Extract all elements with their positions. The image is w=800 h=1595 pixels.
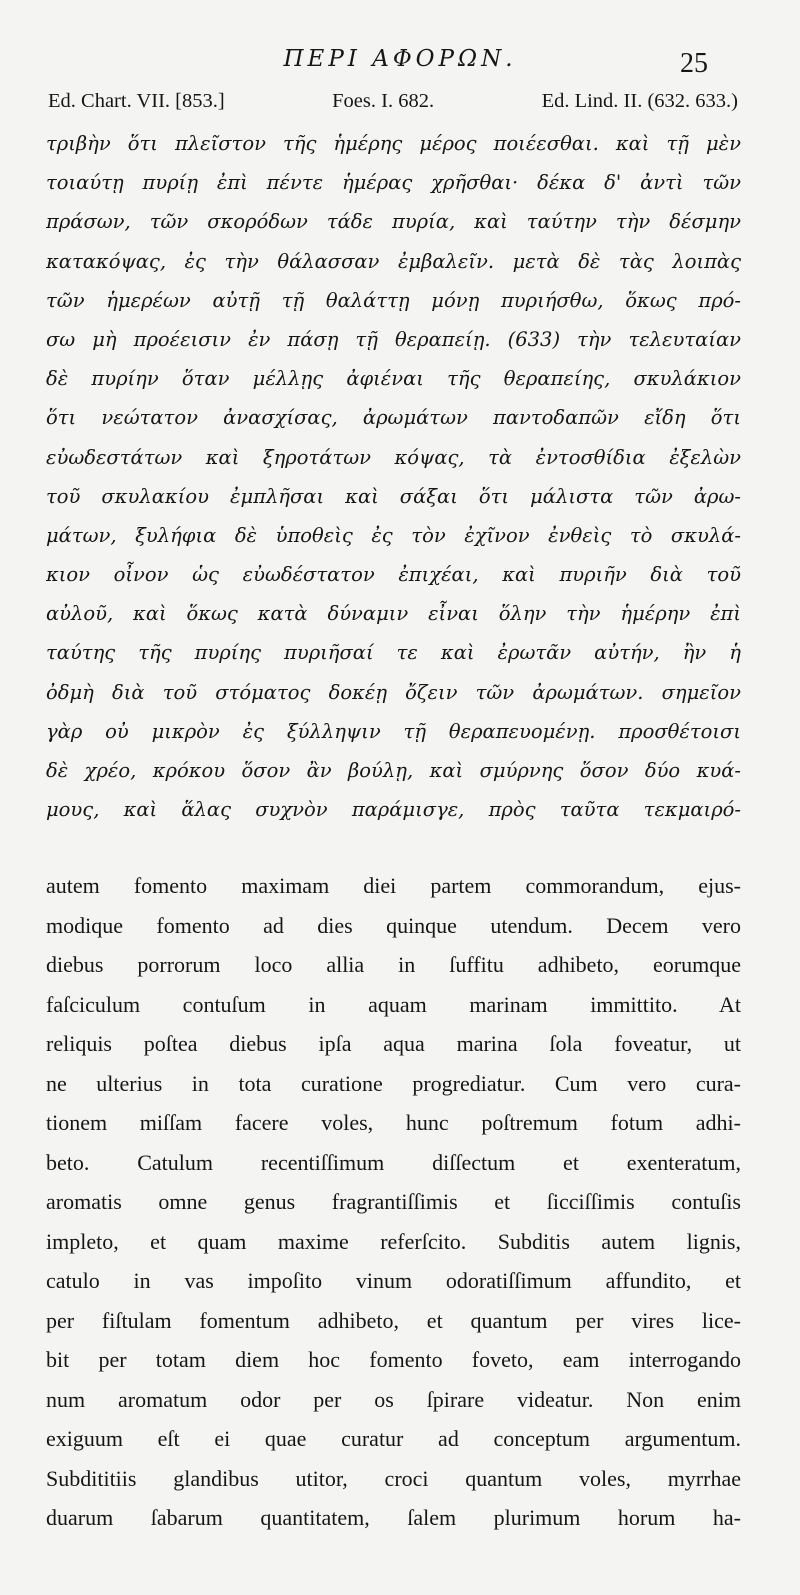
latin-text-block bbox=[46, 866, 741, 1538]
running-head bbox=[0, 38, 800, 78]
edition-lind-ref: Ed. Lind. II. (632. 633.) bbox=[541, 90, 738, 112]
greek-text-line: ὀδμὴ διὰ τοῦ στόματος δοκέῃ ὄζειν τῶν ἀρωμάτων. σημεῖον bbox=[46, 680, 741, 704]
latin-text-line: impleto, et quam maxime referſcito. Subditis autem lignis, bbox=[46, 1228, 741, 1254]
greek-text-line: δὲ πυρίην ὅταν μέλλῃς ἀφιέναι τῆς θεραπείης, σκυλάκιον bbox=[46, 367, 741, 391]
latin-text-line: diebus porrorum loco allia in ſuffitu adhibeto, eorumque bbox=[46, 952, 741, 977]
latin-text-line: bit per totam diem hoc fomento foveto, eam interrogando bbox=[46, 1347, 741, 1372]
latin-text-line: faſciculum contuſum in aquam marinam immittito. At bbox=[46, 991, 741, 1017]
greek-text-line: μάτων, ξυλήφια δὲ ὑποθεὶς ἐς τὸν ἐχῖνον ἐνθεὶς τὸ σκυλά- bbox=[46, 523, 741, 547]
latin-text-line: num aromatum odor per os ſpirare videatur. Non enim bbox=[46, 1386, 741, 1412]
greek-text-line: τοῦ σκυλακίου ἐμπλῆσαι καὶ σάξαι ὅτι μάλιστα τῶν ἀρω- bbox=[46, 484, 741, 508]
greek-text-line: εὐωδεστάτων καὶ ξηροτάτων κόψας, τὰ ἐντοσθίδια ἐξελὼν bbox=[46, 445, 741, 469]
edition-references bbox=[48, 90, 738, 113]
latin-text-line: duarum ſabarum quantitatem, ſalem plurimum horum ha- bbox=[46, 1505, 741, 1530]
page-number: 25 bbox=[680, 48, 708, 79]
greek-text-line: αὐλοῦ, καὶ ὅκως κατὰ δύναμιν εἶναι ὅλην τὴν ἡμέρην ἐπὶ bbox=[46, 602, 741, 626]
greek-text-line: κιον οἶνον ὡς εὐωδέστατον ἐπιχέαι, καὶ πυριῆν διὰ τοῦ bbox=[46, 563, 741, 587]
greek-text-line: πράσων, τῶν σκορόδων τάδε πυρία, καὶ ταύτην τὴν δέσμην bbox=[46, 210, 741, 234]
greek-text-line: μους, καὶ ἅλας συχνὸν παράμισγε, πρὸς ταῦτα τεκμαιρό- bbox=[46, 798, 741, 822]
greek-text-line: τῶν ἡμερέων αὐτῇ τῇ θαλάττῃ μόνῃ πυριήσθω, ὅκως πρό- bbox=[46, 288, 741, 312]
latin-text-line: per fiſtulam fomentum adhibeto, et quantum per vires lice- bbox=[46, 1307, 741, 1333]
latin-text-line: catulo in vas impoſito vinum odoratiſſimum affundito, et bbox=[46, 1268, 741, 1293]
greek-text-line: τοιαύτῃ πυρίῃ ἐπὶ πέντε ἡμέρας χρῆσθαι· δέκα δ' ἀντὶ τῶν bbox=[46, 171, 741, 195]
greek-text-block bbox=[46, 124, 741, 829]
latin-text-line: exiguum eſt ei quae curatur ad conceptum argumentum. bbox=[46, 1426, 741, 1451]
greek-text-line: ὅτι νεώτατον ἀνασχίσας, ἀρωμάτων παντοδαπῶν εἴδη ὅτι bbox=[46, 406, 741, 430]
running-title: ΠΕΡΙ ΑΦΟΡΩΝ. bbox=[283, 46, 517, 72]
greek-text-line: κατακόψας, ἐς τὴν θάλασσαν ἐμβαλεῖν. μετὰ δὲ τὰς λοιπὰς bbox=[46, 249, 741, 273]
edition-chart-ref: Ed. Chart. VII. [853.] bbox=[48, 90, 225, 112]
latin-text-line: modique fomento ad dies quinque utendum. Decem vero bbox=[46, 912, 741, 938]
latin-text-line: ne ulterius in tota curatione progrediatur. Cum vero cura- bbox=[46, 1070, 741, 1096]
latin-text-line: aromatis omne genus fragrantiſſimis et ſicciſſimis contuſis bbox=[46, 1189, 741, 1214]
latin-text-line: Subdititiis glandibus utitor, croci quantum voles, myrrhae bbox=[46, 1465, 741, 1491]
greek-text-line: ταύτης τῆς πυρίης πυριῆσαί τε καὶ ἐρωτᾶν αὐτήν, ἢν ἡ bbox=[46, 641, 741, 665]
greek-text-line: δὲ χρέο, κρόκου ὅσον ἂν βούλῃ, καὶ σμύρνης ὅσον δύο κυά- bbox=[46, 759, 741, 782]
latin-text-line: tionem miſſam facere voles, hunc poſtremum fotum adhi- bbox=[46, 1110, 741, 1135]
greek-text-line: γὰρ οὐ μικρὸν ἐς ξύλληψιν τῇ θεραπευομένῃ. προσθέτοισι bbox=[46, 719, 741, 743]
greek-text-line: τριβὴν ὅτι πλεῖστον τῆς ἡμέρης μέρος ποιέεσθαι. καὶ τῇ μὲν bbox=[46, 132, 741, 155]
greek-text-line: σω μὴ προέεισιν ἐν πάσῃ τῇ θεραπείῃ. (633) τὴν τελευταίαν bbox=[46, 327, 741, 351]
latin-text-line: reliquis poſtea diebus ipſa aqua marina ſola foveatur, ut bbox=[46, 1031, 741, 1056]
latin-text-line: autem fomento maximam diei partem commorandum, ejus- bbox=[46, 873, 741, 898]
edition-foes-ref: Foes. I. 682. bbox=[332, 90, 435, 112]
latin-text-line: beto. Catulum recentiſſimum diſſectum et exenteratum, bbox=[46, 1149, 741, 1175]
